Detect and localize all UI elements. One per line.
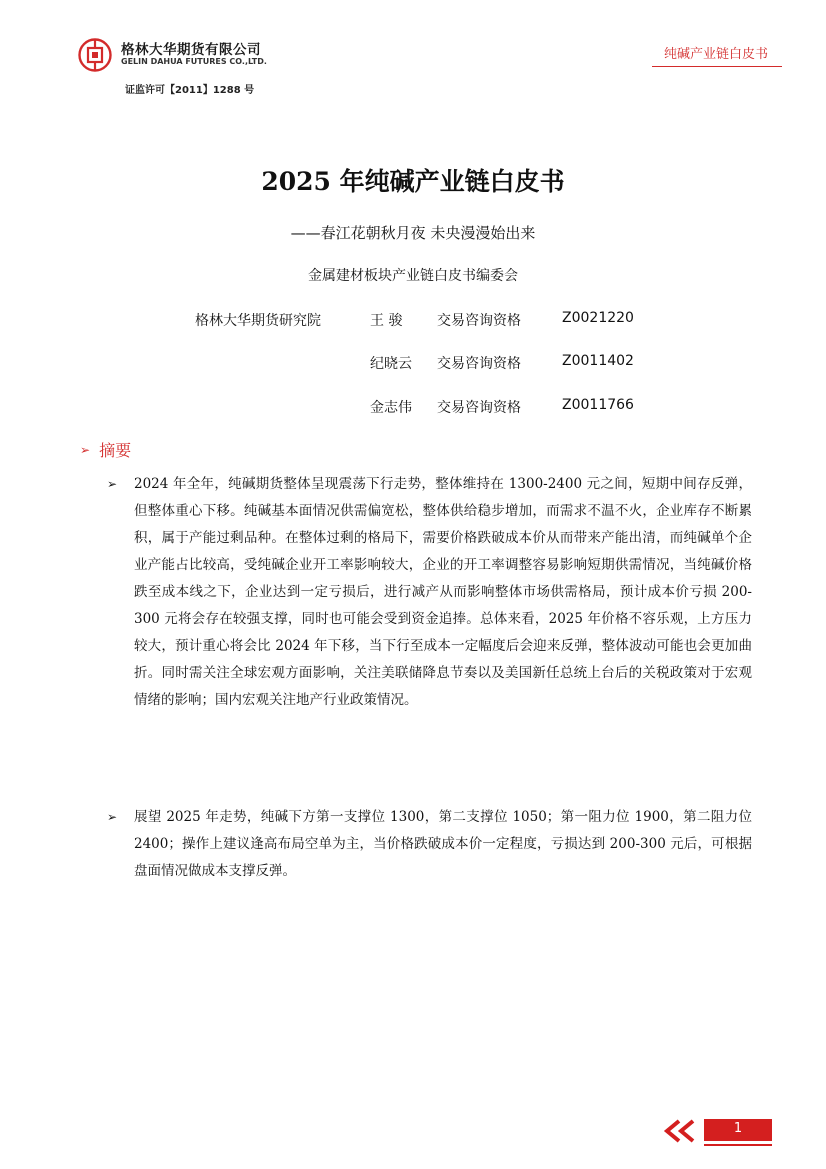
document-tag: 纯碱产业链白皮书 [664,47,769,62]
author-license-number: Z0021220 [562,310,634,326]
company-seal-icon [78,38,112,72]
header-divider [652,66,782,67]
arrow-bullet-icon: ➢ [80,443,91,457]
summary-bullet-text: 展望 2025 年走势，纯碱下方第一支撑位 1300，第二支撑位 1050；第一阻力位 1900，第二阻力位 2400；操作上建议逢高布局空单为主，当价格跌破成本价一定程度，亏损达到 200-300 元后，可根据盘面情况做成本支撑反弹。 [134,809,752,879]
editorial-committee: 金属建材板块产业链白皮书编委会 [308,268,518,284]
author-name: 王 骏 [370,313,403,329]
document-subtitle: ——春江花朝秋月夜 未央漫漫始出来 [290,224,536,242]
footer-underline [704,1144,772,1146]
summary-bullet-text: 2024 年全年，纯碱期货整体呈现震荡下行走势，整体维持在 1300-2400 元之间，短期中间存反弹，但整体重心下移。纯碱基本面情况供需偏宽松，整体供给稳步增加，而需求不温不火，企业库存不断累积，属于产能过剩品种。在整体过剩的格局下，需要价格跌破成本价从而带来产能出清，而纯碱单个企业产能占比较高，受纯碱企业开工率影响较大，企业的开工率调整容易影响短期供需情况，当纯碱价格跌至成本线之下，企业达到一定亏损后，进行减产从而影响整体市场供需格局，预计成本价亏损 200-300 元将会存在较强支撑，同时也可能会受到资金追捧。总体来看，2025 年价格不容乐观，上方压力较大，预计重心将会比 2024 年下移，当下行至成本一定幅度后会迎来反弹，整体波动可能也会更加曲折。同时需关注全球宏观方面影响，关注美联储降息节奏以及美国新任总统上台后的关税政策对于宏观情绪的影响；国内宏观关注地产行业政策情况。 [134,476,752,708]
author-qualification: 交易咨询资格 [437,313,521,329]
author-qualification: 交易咨询资格 [437,356,521,372]
page-number: 1 [733,1121,743,1136]
research-institution: 格林大华期货研究院 [195,313,321,329]
document-title: 2025 年纯碱产业链白皮书 [261,167,565,196]
author-license-number: Z0011402 [562,353,634,369]
author-license-number: Z0011766 [562,397,634,413]
arrow-bullet-icon: ➢ [107,477,118,491]
author-name: 金志伟 [370,400,412,416]
double-chevron-left-icon [661,1119,701,1143]
author-name: 纪晓云 [370,356,412,372]
summary-bullet [107,804,752,885]
summary-bullet [107,471,752,714]
company-name-en: GELIN DAHUA FUTURES CO.,LTD. [121,57,267,66]
author-qualification: 交易咨询资格 [437,400,521,416]
arrow-bullet-icon: ➢ [107,810,118,824]
company-name-cn: 格林大华期货有限公司 [121,42,261,58]
summary-heading [80,438,131,461]
summary-heading-label: 摘要 [99,441,132,460]
license-number: 证监许可【2011】1288 号 [125,85,255,96]
